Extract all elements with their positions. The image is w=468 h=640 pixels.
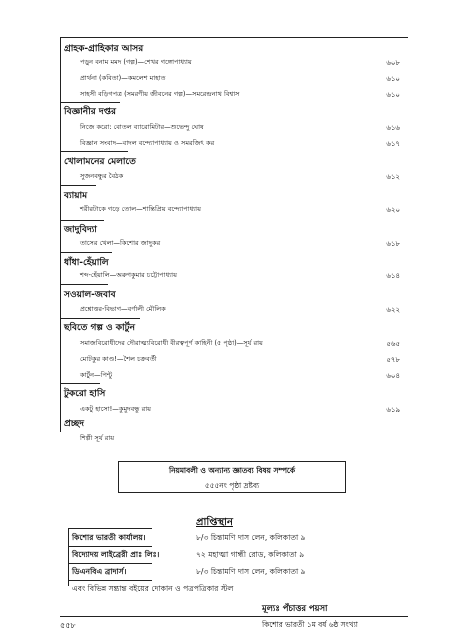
page-number: ৫৫৮ — [60, 621, 76, 630]
entry-text: মোটকুর কাণ্ড!—শৈল চক্রবর্তী — [80, 355, 157, 363]
section-title: ব্যায়াম — [64, 191, 88, 201]
entry-text: কার্টুন—পিন্টু — [80, 371, 113, 379]
entry-page: ৬১০ — [386, 91, 400, 99]
table-rule — [68, 563, 152, 564]
entry-text: একটু হাসো!—কুমুদবন্ধু রায় — [80, 405, 151, 413]
entry-text: নিজে করো: বোতল ব্যারোমিটার—শুভেন্দু ঘোষ — [80, 123, 204, 131]
entry-page: ৫৭৮ — [386, 356, 400, 364]
distributor-name: কিশোর ভারতী কার্যালয়। — [72, 533, 146, 542]
table-rule — [68, 546, 152, 547]
entry-page: ৬১২ — [386, 173, 400, 181]
section-title: খোলামনের মেলাতে — [64, 157, 136, 167]
section-rule — [60, 284, 108, 285]
notice-line-2: ৫৫৫নং পৃষ্ঠা দ্রষ্টব্য — [204, 481, 260, 490]
section-rule — [60, 102, 120, 103]
section-title: ছবিতে গল্প ও কার্টুন — [64, 323, 135, 333]
entry-text: প্রশ্নোত্তর-বিভাগ—বর্ণালী মৌলিক — [80, 305, 166, 313]
distributor-name: বিদ্যোদয় লাইব্রেরী প্রাঃ লিঃ। — [72, 550, 160, 559]
top-rule — [60, 37, 408, 38]
distributor-address: ৮/৩ চিন্তামণি দাস লেন, কলিকাতা ৯ — [196, 533, 306, 542]
notice-box — [118, 461, 346, 493]
entry-text: সুজনবন্ধুর বৈঠক — [80, 172, 124, 180]
entry-page: ৬০৮ — [386, 59, 400, 67]
section-rule — [60, 151, 128, 152]
entry-text: শব্দ-হেঁয়ালি—অরুণকুমার চট্টোপাধ্যায় — [80, 271, 177, 279]
entry-text: বিজ্ঞান সংবাদ—বাদল বন্দ্যোপাধ্যায় ও সমরজিৎ কর — [80, 139, 215, 147]
distribution-footer: এবং বিভিন্ন সম্ভ্রান্ত বইয়ের দোকান ও পত্রপত্রিকার স্টল — [72, 584, 234, 593]
entry-text: পড়ুন বনাম মমদ (গল্প)—শেখর গঙ্গোপাধ্যায় — [80, 58, 192, 66]
entry-text: তাসের খেলা—কিশোর জাদুকর — [80, 239, 161, 247]
notice-line-1: নিয়মাবলী ও অন্যান্য জ্ঞাতব্য বিষয় সম্পর্কে — [168, 466, 296, 475]
section-title: প্রচ্ছদ — [64, 419, 84, 429]
entry-page: ৬১০ — [386, 75, 400, 83]
entry-text: প্রার্থনা (কবিতা)—কমলেশ মাহাত — [80, 74, 166, 82]
entry-text: সমাজবিরোধীদের দৌরাত্ম্যবিরোধী বীরত্বপূর্ণ কাহিনী (৫ পৃষ্ঠা)—সূর্য রায় — [80, 339, 263, 347]
entry-page: ৬১৮ — [386, 240, 400, 248]
section-title: গ্রাহক-গ্রাহিকার আসর — [64, 44, 144, 54]
table-top-rule — [68, 528, 152, 529]
section-title: বিজ্ঞানীর দপ্তর — [64, 107, 116, 117]
section-rule — [60, 252, 112, 253]
section-title: সওয়াল-জবাব — [64, 290, 116, 300]
section-title: জাদুবিদ্যা — [64, 225, 97, 235]
entry-text: শিল্পী সূর্য রায় — [80, 434, 115, 442]
distributor-name: ডিএনবিএ ব্রাদার্স। — [72, 567, 127, 576]
section-title: ধাঁধা-হেঁয়ালি — [64, 258, 109, 268]
entry-page: ৬১৯ — [386, 406, 400, 414]
entry-page: ৬০৪ — [386, 372, 400, 380]
distribution-heading: প্রাপ্তিস্থান — [196, 517, 233, 528]
table-frame-left — [68, 528, 69, 586]
entry-page: ৬১৬ — [386, 124, 400, 132]
section-rule — [60, 220, 104, 221]
price: মূল্যঃ পঁচাত্তর পয়সা — [262, 603, 328, 613]
footer-rule — [60, 616, 408, 617]
entry-page: ৫৬৫ — [386, 340, 400, 348]
entry-text: সাহসী বড়িগপত্র (সমরণীয় জীবনের গল্প)—সমরেন্দ্রনাথ বিশ্বাস — [80, 90, 240, 98]
section-rule — [60, 383, 100, 384]
entry-page: ৬২২ — [386, 306, 400, 314]
issue-info: কিশোর ভারতী ১ম বর্ষ ৬ষ্ঠ সংখ্যা — [262, 620, 358, 629]
entry-page: ৬১৭ — [386, 140, 400, 148]
section-title: টুকরো হাসি — [64, 389, 106, 399]
distributor-address: ৭২ মহাত্মা গান্ধী রোড, কলিকাতা ৯ — [196, 550, 305, 559]
contents-frame-left — [60, 37, 61, 432]
section-rule — [60, 185, 96, 186]
entry-text: শরীরটাকে গড়ে তোল—শান্তিপ্রিয় বন্দ্যোপাধ্যায় — [80, 205, 201, 213]
section-rule — [60, 318, 140, 319]
table-rule — [68, 580, 152, 581]
distributor-address: ৮/৩ চিন্তামণি দাস লেন, কলিকাতা ৯ — [196, 567, 306, 576]
entry-page: ৬২০ — [386, 206, 400, 214]
entry-page: ৬১৪ — [386, 272, 400, 280]
